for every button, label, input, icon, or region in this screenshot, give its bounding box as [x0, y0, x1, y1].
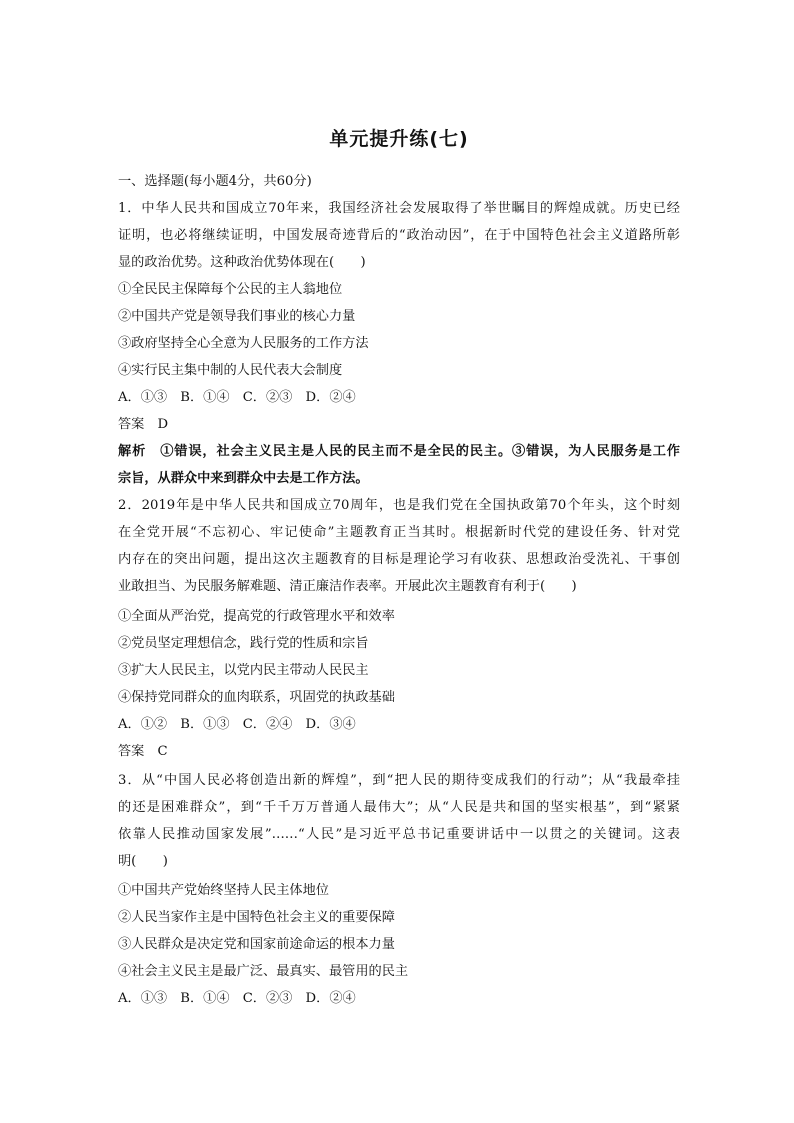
- q2-option-1: ①全面从严治党，提高党的行政管理水平和效率: [118, 609, 395, 624]
- q3-option-2: ②人民当家作主是中国特色社会主义的重要保障: [118, 910, 395, 925]
- q1-option-2: ②中国共产党是领导我们事业的核心力量: [118, 309, 356, 324]
- q1-option-3: ③政府坚持全心全意为人民服务的工作方法: [118, 336, 369, 351]
- q2-option-3: ③扩大人民民主，以党内民主带动人民民主: [118, 663, 369, 678]
- q2-option-4: ④保持党同群众的血肉联系，巩固党的执政基础: [118, 690, 395, 705]
- q3-stem-line-2: 的还是困难群众”，到“千千万万普通人最伟大”；从“人民是共和国的坚实根基”，到“紧紧: [118, 800, 680, 815]
- q1-option-4: ④实行民主集中制的人民代表大会制度: [118, 363, 343, 378]
- q2-answer: 答案 C: [118, 744, 168, 759]
- q2-option-2: ②党员坚定理想信念，践行党的性质和宗旨: [118, 636, 369, 651]
- q3-stem-line-1: 3．从“中国人民必将创造出新的辉煌”，到“把人民的期待变成我们的行动”；从“我最牵挂: [118, 773, 680, 788]
- q1-stem-line-2: 证明，也必将继续证明，中国发展奇迹背后的“政治动因”，在于中国特色社会主义道路所彰: [118, 228, 680, 243]
- q1-explanation-line-1: 解析 ①错误，社会主义民主是人民的民主而不是全民的民主。③错误，为人民服务是工作: [118, 444, 680, 459]
- q1-option-1: ①全民民主保障每个公民的主人翁地位: [118, 282, 343, 297]
- q3-option-1: ①中国共产党始终坚持人民主体地位: [118, 883, 329, 898]
- q3-stem-line-3: 依靠人民推动国家发展”……“人民”是习近平总书记重要讲话中一以贯之的关键词。这表: [118, 827, 680, 842]
- q2-stem-line-4: 业敢担当、为民服务解难题、清正廉洁作表率。开展此次主题教育有利于( ): [118, 579, 577, 594]
- q1-stem-line-3: 显的政治优势。这种政治优势体现在( ): [118, 255, 366, 270]
- q2-choices: A．①② B．①③ C．②④ D．③④: [118, 717, 356, 732]
- q1-explanation-line-2: 宗旨，从群众中来到群众中去是工作方法。: [118, 471, 369, 486]
- q2-stem-line-3: 内存在的突出问题，提出这次主题教育的目标是理论学习有收获、思想政治受洗礼、干事创: [118, 552, 680, 567]
- q3-option-4: ④社会主义民主是最广泛、最真实、最管用的民主: [118, 964, 409, 979]
- q1-stem-line-1: 1．中华人民共和国成立70年来，我国经济社会发展取得了举世瞩目的辉煌成就。历史已经: [118, 201, 680, 216]
- q1-choices: A．①③ B．①④ C．②③ D．②④: [118, 390, 356, 405]
- q3-stem-line-4: 明( ): [118, 854, 168, 869]
- q1-answer: 答案 D: [118, 417, 169, 432]
- q2-stem-line-1: 2．2019年是中华人民共和国成立70周年，也是我们党在全国执政第70个年头，这个时刻: [118, 498, 680, 513]
- q3-option-3: ③人民群众是决定党和国家前途命运的根本力量: [118, 937, 395, 952]
- q3-choices: A．①③ B．①④ C．②③ D．②④: [118, 991, 356, 1006]
- page-title: 单元提升练(七): [329, 128, 469, 150]
- section-heading: 一、选择题(每小题4分，共60分): [118, 174, 312, 189]
- q2-stem-line-2: 在全党开展“不忘初心、牢记使命”主题教育正当其时。根据新时代党的建设任务、针对党: [118, 525, 680, 540]
